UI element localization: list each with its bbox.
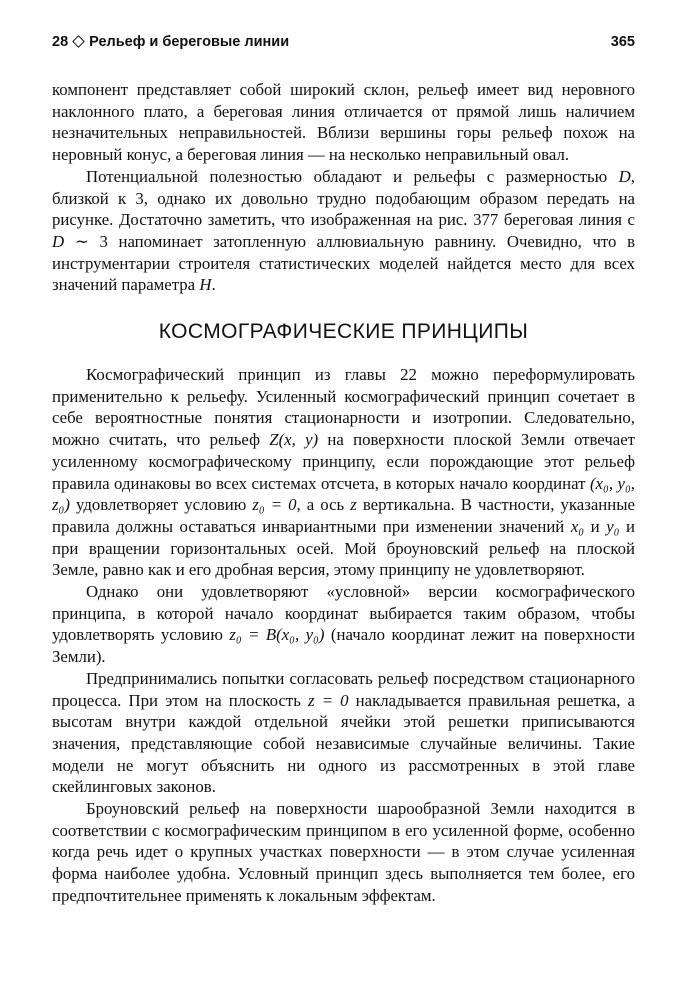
math-y0: y₀ (606, 516, 620, 536)
paragraph-continued: компонент представляет собой широкий склон, рельеф имеет вид неровного наклонного плато, а береговая линия отличается от прямой лишь наличием незначительных неправильностей. Вблизи вершины горы рельеф похож на неровный конус, а береговая линия — на несколько неправильный овал. (52, 80, 635, 165)
math-symbol-h: H (199, 275, 212, 295)
math-condition: z₀ = 0 (252, 495, 297, 515)
top-text-block (52, 79, 635, 296)
chapter-title: Рельеф и береговые линии (89, 34, 290, 50)
running-head (52, 34, 635, 56)
section-text-block (52, 364, 635, 907)
math-symbol-z: Z (269, 430, 279, 450)
text-run: на поверхности плоской Земли отвечает усиленному космографическому принципу, если порождающие этот рельеф правила одинаковы во всех системах отсчета, в которых начало координат (52, 430, 636, 493)
paragraph-dimension (52, 166, 635, 296)
math-coords: (x₀, y₀, z₀) (52, 473, 635, 515)
math-equation: z₀ = B(x₀, y₀) (229, 625, 325, 645)
text-run: Однако они удовлетворяют «условной» версии космографического принципа, в которой начало координат выбирается таким образом, чтобы удовлетворять условию (52, 582, 635, 645)
text-run: . (211, 275, 216, 295)
chapter-number: 28 (52, 34, 69, 50)
paragraph-spherical-earth: Броуновский рельеф на поверхности шарообразной Земли находится в соответствии с космографическим принципом в его усиленной форме, особенно когда речь идет о крупных участках поверхности — в этом случае усиленная форма наиболее удобна. Условный принцип здесь выполняется тем более, его предпочтительнее применять к локальным эффектам. (52, 799, 635, 905)
math-x0: x₀ (570, 516, 585, 536)
text-run: напоминает затопленную аллювиальную равнину. Очевидно, что в инструментарии строителя статистических моделей найдется место для всех значений параметра (52, 231, 635, 295)
math-symbol-z-axis: z (350, 495, 357, 515)
diamond-separator-icon (72, 35, 85, 48)
text-run: Потенциальной полезностью обладают и рельефы с размерностью (86, 166, 619, 186)
text-run: , близкой к 3, однако их довольно трудно подобающим образом передать на рисунке. Достаточно заметить, что изображенная на рис. 377 береговая линия с (52, 166, 635, 230)
math-symbol-d: D (618, 166, 631, 186)
math-args: (x, y) (278, 430, 319, 450)
text-run: Предпринимались попытки согласовать рельеф посредством стационарного процесса. При этом на плоскость (52, 668, 635, 710)
text-run: удовлетворяет условию (69, 495, 253, 515)
section-heading: КОСМОГРАФИЧЕСКИЕ ПРИНЦИПЫ (158, 320, 529, 343)
math-equation: z = 0 (308, 690, 349, 710)
math-symbol-d: D (52, 231, 65, 251)
text-run: и при вращении горизонтальных осей. Мой броуновский рельеф на плоской Земле, равно как и его дробная версия, этому принципу не удовлетворяют. (52, 516, 636, 580)
paragraph-conditional-principle (52, 581, 635, 668)
text-run: и (584, 516, 607, 536)
text-run: , а ось (296, 495, 351, 515)
math-number: 3 (99, 231, 108, 251)
text-run: вертикальна. В частности, указанные правила должны оставаться инвариантными при изменении значений (52, 495, 635, 536)
paragraph-cosmographic-principle (52, 364, 635, 581)
math-relation: ∼ (64, 231, 100, 251)
paragraph-stationary-process (52, 668, 635, 798)
chapter-title-line (52, 34, 289, 50)
text-run: накладывается правильная решетка, а высотам внутри каждой отдельной ячейки этой решетки приписываются значения, представляющие собой независимые случайные величины. Такие модели не могут объяснить ни одного из рассмотренных в этой главе скейлинговых законов. (52, 690, 635, 797)
text-run: (начало координат лежит на поверхности Земли). (52, 625, 635, 667)
page-number: 365 (610, 34, 635, 50)
text-run: Космографический принцип из главы 22 можно переформулировать применительно к рельефу. Усиленный космографический принцип сочетает в себе вероятностные понятия стационарности и изотропии. Следовательно, можно считать, что рельеф (52, 365, 635, 450)
